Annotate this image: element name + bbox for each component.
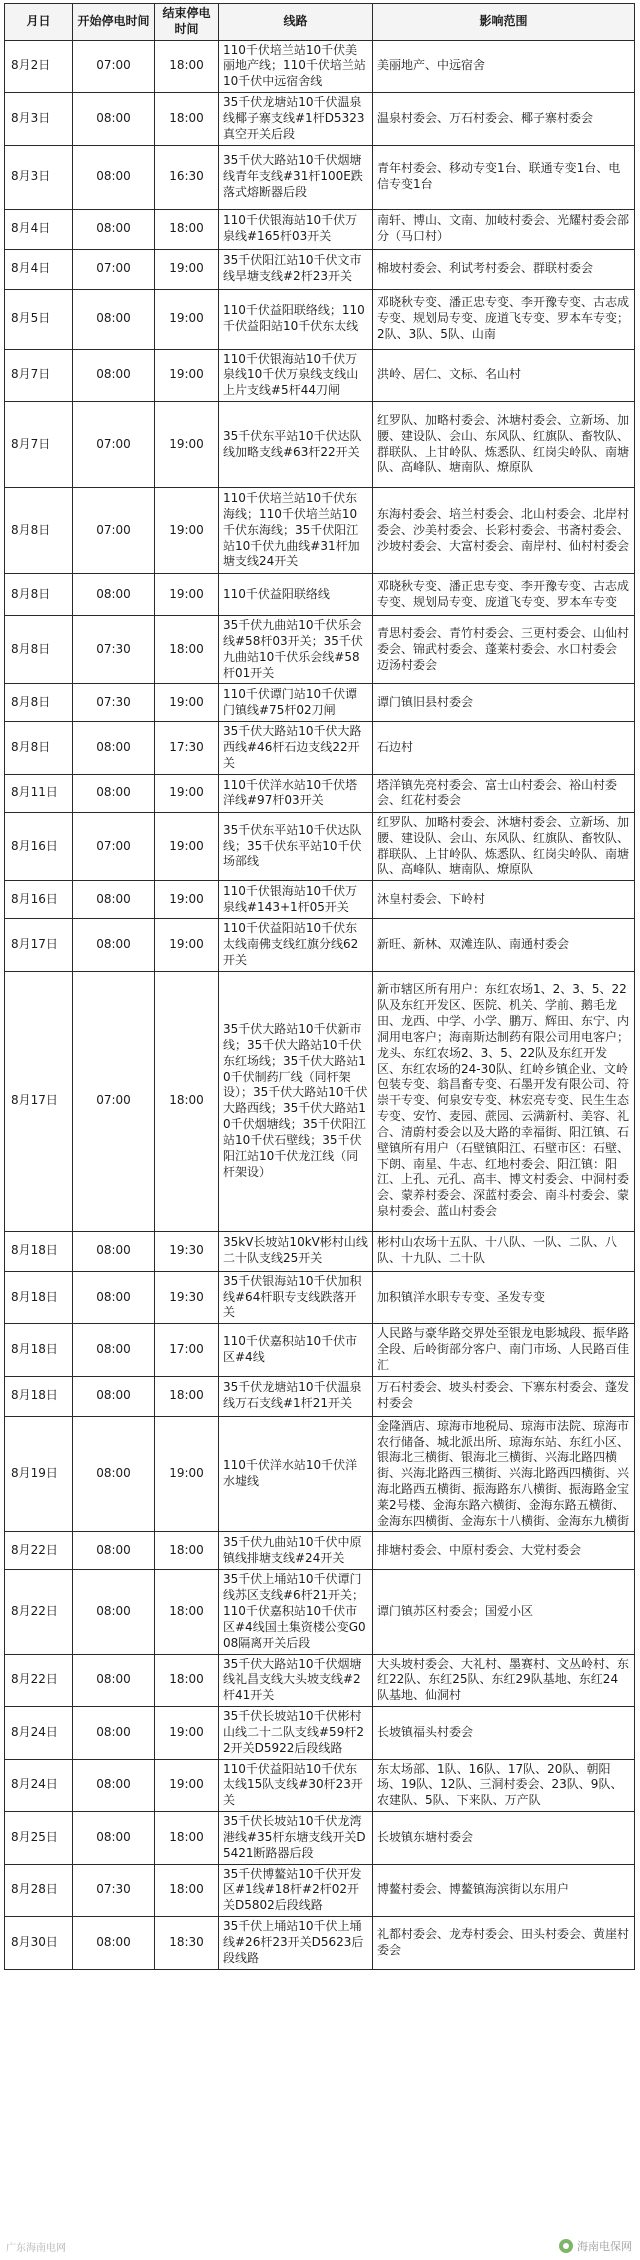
row-start-time: 08:00 (73, 1532, 155, 1570)
row-end-time: 19:00 (155, 249, 219, 289)
table-row (5, 722, 635, 774)
row-affected-area: 红罗队、加略村委会、沐塘村委会、立新场、加腰、建设队、会山、东风队、红旗队、畜牧队、群联队、上甘岭队、炼悉队、红岗尖岭队、南塘队、高峰队、塘南队、燎原队 (373, 402, 635, 488)
row-end-time: 19:00 (155, 774, 219, 812)
row-line: 110千伏银海站10千伏万泉线10千伏万泉线支线山上片支线#5杆44刀闸 (219, 349, 373, 401)
row-end-time: 19:00 (155, 919, 219, 971)
table-body (5, 40, 635, 1969)
row-line: 35kV长坡站10kV彬村山线二十队支线25开关 (219, 1231, 373, 1271)
row-affected-area: 温泉村委会、万石村委会、椰子寨村委会 (373, 93, 635, 145)
wechat-logo-icon (559, 2239, 573, 2253)
row-end-time: 18:00 (155, 93, 219, 145)
row-end-time: 19:00 (155, 684, 219, 722)
row-line: 110千伏益阳联络线；110千伏益阳站10千伏东太线 (219, 289, 373, 349)
row-line: 35千伏博鳌站10千伏开发区#1线#18杆#2杆02开关D5802后段线路 (219, 1864, 373, 1916)
header-date: 月日 (5, 4, 73, 41)
row-line: 35千伏大路站10千伏烟塘线青年支线#31杆100E跌落式熔断器后段 (219, 145, 373, 209)
row-affected-area: 南轩、博山、文南、加岐村委会、光耀村委会部分（马口村） (373, 209, 635, 249)
table-row (5, 40, 635, 92)
row-line: 35千伏大路站10千伏新市线；35千伏大路站10千伏东红场线；35千伏大路站10千伏制药厂线（同杆架设）；35千伏大路站10千伏大路西线；35千伏大路站10千伏烟塘线；35千伏阳江站10千伏石壁线；35千伏阳江站10千伏龙江线（同杆架设） (219, 971, 373, 1231)
row-start-time: 08:00 (73, 1231, 155, 1271)
row-end-time: 19:00 (155, 1707, 219, 1759)
row-start-time: 08:00 (73, 93, 155, 145)
row-start-time: 08:00 (73, 1376, 155, 1416)
row-affected-area: 人民路与豪华路交界处至银龙电影城段、振华路全段、后岭街部分客户、南门市场、人民路百佳汇 (373, 1324, 635, 1376)
row-end-time: 17:30 (155, 722, 219, 774)
row-date: 8月30日 (5, 1917, 73, 1969)
row-line: 110千伏益阳站10千伏东太线15队支线#30杆23开关 (219, 1759, 373, 1811)
row-affected-area: 谭门镇苏区村委会；国爱小区 (373, 1570, 635, 1654)
row-end-time: 18:00 (155, 971, 219, 1231)
table-row (5, 1654, 635, 1706)
row-date: 8月7日 (5, 349, 73, 401)
table-row (5, 774, 635, 812)
row-line: 35千伏东平站10千伏达队线加略支线#63杆22开关 (219, 402, 373, 488)
table-row (5, 971, 635, 1231)
row-date: 8月22日 (5, 1532, 73, 1570)
table-row (5, 488, 635, 574)
row-start-time: 08:00 (73, 145, 155, 209)
row-date: 8月7日 (5, 402, 73, 488)
table-row (5, 1917, 635, 1969)
table-row (5, 209, 635, 249)
row-line: 110千伏培兰站10千伏东海线；110千伏培兰站10千伏东海线；35千伏阳江站10千伏九曲线#31杆加塘支线24开关 (219, 488, 373, 574)
table-row (5, 1812, 635, 1864)
row-end-time: 18:00 (155, 1812, 219, 1864)
row-start-time: 07:00 (73, 812, 155, 880)
row-start-time: 08:00 (73, 774, 155, 812)
row-affected-area: 美丽地产、中远宿舍 (373, 40, 635, 92)
row-affected-area: 礼都村委会、龙寿村委会、田头村委会、黄崖村委会 (373, 1917, 635, 1969)
row-affected-area: 谭门镇旧县村委会 (373, 684, 635, 722)
row-start-time: 08:00 (73, 349, 155, 401)
row-date: 8月25日 (5, 1812, 73, 1864)
row-affected-area: 东海村委会、培兰村委会、北山村委会、北岸村委会、沙美村委会、长彩村委会、书斋村委会、沙坡村委会、大富村委会、南岸村、仙村村委会 (373, 488, 635, 574)
row-end-time: 19:00 (155, 574, 219, 616)
row-start-time: 08:00 (73, 1812, 155, 1864)
table-row (5, 1707, 635, 1759)
row-date: 8月28日 (5, 1864, 73, 1916)
row-start-time: 07:30 (73, 616, 155, 684)
row-line: 110千伏培兰站10千伏美丽地产线；110千伏培兰站10千伏中远宿舍线 (219, 40, 373, 92)
row-start-time: 08:00 (73, 1707, 155, 1759)
row-start-time: 07:00 (73, 402, 155, 488)
row-end-time: 18:30 (155, 1917, 219, 1969)
watermark-left-text: 广东海南电网 (6, 2243, 66, 2254)
row-line: 35千伏大路站10千伏大路西线#46杆石边支线22开关 (219, 722, 373, 774)
row-date: 8月24日 (5, 1759, 73, 1811)
table-row (5, 574, 635, 616)
table-row (5, 1759, 635, 1811)
row-line: 35千伏九曲站10千伏乐会线#58杆03开关；35千伏九曲站10千伏乐会线#58杆01开关 (219, 616, 373, 684)
row-date: 8月17日 (5, 919, 73, 971)
header-end-time: 结束停电时间 (155, 4, 219, 41)
row-end-time: 19:00 (155, 881, 219, 919)
row-end-time: 18:00 (155, 1532, 219, 1570)
row-date: 8月24日 (5, 1707, 73, 1759)
row-affected-area: 塔洋镇先亮村委会、富士山村委会、裕山村委会、红花村委会 (373, 774, 635, 812)
table-row (5, 684, 635, 722)
row-end-time: 18:00 (155, 616, 219, 684)
row-start-time: 08:00 (73, 289, 155, 349)
row-affected-area: 青思村委会、青竹村委会、三更村委会、山仙村委会、锦武村委会、蓬莱村委会、水口村委会 迈汤村委会 (373, 616, 635, 684)
row-start-time: 08:00 (73, 1570, 155, 1654)
row-line: 110千伏银海站10千伏万泉线#143+1杆05开关 (219, 881, 373, 919)
row-affected-area: 邓晓秋专变、潘正忠专变、李开豫专变、古志成专变、规划局专变、庞道飞专变、罗本车专变；2队、3队、5队、山南 (373, 289, 635, 349)
row-line: 35千伏上埇站10千伏上埇线#26杆23开关D5623后段线路 (219, 1917, 373, 1969)
power-outage-table (4, 3, 635, 1970)
row-end-time: 18:00 (155, 1654, 219, 1706)
row-line: 110千伏洋水站10千伏塔洋线#97杆03开关 (219, 774, 373, 812)
row-end-time: 19:30 (155, 1231, 219, 1271)
row-date: 8月8日 (5, 616, 73, 684)
row-start-time: 08:00 (73, 574, 155, 616)
row-date: 8月11日 (5, 774, 73, 812)
row-end-time: 18:00 (155, 1376, 219, 1416)
watermark (559, 2238, 632, 2254)
header-affected-area: 影响范围 (373, 4, 635, 41)
row-start-time: 08:00 (73, 1917, 155, 1969)
row-line: 35千伏上埇站10千伏谭门线苏区支线#6杆21开关；110千伏嘉积站10千伏市区#4线国土集资楼公变G008隔离开关后段 (219, 1570, 373, 1654)
table-row (5, 1324, 635, 1376)
row-start-time: 08:00 (73, 209, 155, 249)
row-date: 8月16日 (5, 881, 73, 919)
row-date: 8月18日 (5, 1231, 73, 1271)
row-start-time: 07:00 (73, 488, 155, 574)
row-start-time: 07:30 (73, 684, 155, 722)
row-affected-area: 沐皇村委会、下岭村 (373, 881, 635, 919)
row-end-time: 18:00 (155, 1570, 219, 1654)
row-line: 35千伏大路站10千伏烟塘线礼昌支线大头坡支线#2杆41开关 (219, 1654, 373, 1706)
row-affected-area: 石边村 (373, 722, 635, 774)
table-row (5, 402, 635, 488)
row-affected-area: 长坡镇东塘村委会 (373, 1812, 635, 1864)
row-line: 35千伏长坡站10千伏彬村山线二十二队支线#59杆22开关D5922后段线路 (219, 1707, 373, 1759)
row-end-time: 19:00 (155, 349, 219, 401)
row-start-time: 08:00 (73, 919, 155, 971)
row-affected-area: 棉坡村委会、利试考村委会、群联村委会 (373, 249, 635, 289)
header-row (5, 4, 635, 41)
row-date: 8月18日 (5, 1324, 73, 1376)
row-line: 35千伏龙塘站10千伏温泉线万石支线#1杆21开关 (219, 1376, 373, 1416)
row-end-time: 19:00 (155, 812, 219, 880)
row-line: 35千伏银海站10千伏加积线#64杆职专支线跌落开关 (219, 1271, 373, 1323)
row-date: 8月19日 (5, 1416, 73, 1532)
row-date: 8月8日 (5, 722, 73, 774)
row-line: 35千伏东平站10千伏达队线；35千伏东平站10千伏场部线 (219, 812, 373, 880)
row-date: 8月22日 (5, 1570, 73, 1654)
table-row (5, 349, 635, 401)
row-affected-area: 加积镇洋水职专专变、圣发专变 (373, 1271, 635, 1323)
row-line: 35千伏龙塘站10千伏温泉线椰子寨支线#1杆D5323真空开关后段 (219, 93, 373, 145)
row-line: 35千伏九曲站10千伏中原镇线排塘支线#24开关 (219, 1532, 373, 1570)
row-affected-area: 新旺、新林、双滩连队、南通村委会 (373, 919, 635, 971)
row-date: 8月8日 (5, 488, 73, 574)
row-end-time: 19:00 (155, 1416, 219, 1532)
row-end-time: 19:00 (155, 1759, 219, 1811)
row-end-time: 17:00 (155, 1324, 219, 1376)
row-date: 8月2日 (5, 40, 73, 92)
header-start-time: 开始停电时间 (73, 4, 155, 41)
watermark-text: 海南电保网 (577, 2240, 632, 2253)
row-end-time: 18:00 (155, 40, 219, 92)
header-line: 线路 (219, 4, 373, 41)
row-affected-area: 万石村委会、坡头村委会、下寨东村委会、蓬发村委会 (373, 1376, 635, 1416)
row-end-time: 18:00 (155, 1864, 219, 1916)
table-row (5, 93, 635, 145)
row-affected-area: 东太场部、1队、16队、17队、20队、朝阳场、19队、12队、三洞村委会、23队、9队、农建队、5队、下来队、万产队 (373, 1759, 635, 1811)
row-start-time: 07:00 (73, 40, 155, 92)
row-affected-area: 长坡镇福头村委会 (373, 1707, 635, 1759)
row-start-time: 08:00 (73, 1759, 155, 1811)
row-affected-area: 新市辖区所有用户：东红农场1、2、3、5、22队及东红开发区、医院、机关、学前、鹅毛龙田、龙西、中学、小学、鹏万、辉田、东宁、内洞用电客户；海南斯达制药有限公司用电客户；龙头、东红农场2、3、5、22队及东红开发区、东红农场的24-30队、红岭乡镇企业、文岭包装专变、翁昌畜专变、石墨开发有限公司、符崇干专变、何泉安专变、林宏亮专变、民生生态专变、安竹、麦园、蔗园、云满新村、美容、礼合、清蔚村委会以及大路的幸福街、阳江镇、石壁镇所有用户（石壁镇阳江、石壁市区：石壁、下朗、南星、牛志、红地村委会、阳江镇：阳江、上孔、元孔、高丰、博文村委会、中洞村委会、蒙养村委会、深蓝村委会、南斗村委会、蒙泉村委会、蓝山村委会 (373, 971, 635, 1231)
table-row (5, 1271, 635, 1323)
row-affected-area: 彬村山农场十五队、十八队、一队、二队、八队、十九队、二十队 (373, 1231, 635, 1271)
table-row (5, 1231, 635, 1271)
row-affected-area: 排塘村委会、中原村委会、大党村委会 (373, 1532, 635, 1570)
row-start-time: 08:00 (73, 1416, 155, 1532)
row-end-time: 19:00 (155, 289, 219, 349)
row-start-time: 07:00 (73, 971, 155, 1231)
row-date: 8月8日 (5, 574, 73, 616)
table-row (5, 1376, 635, 1416)
row-affected-area: 大头坡村委会、大礼村、墨赛村、文丛岭村、东红22队、东红25队、东红29队基地、东红24队基地、仙洞村 (373, 1654, 635, 1706)
row-date: 8月22日 (5, 1654, 73, 1706)
table-row (5, 289, 635, 349)
row-start-time: 08:00 (73, 722, 155, 774)
row-end-time: 19:00 (155, 488, 219, 574)
row-date: 8月17日 (5, 971, 73, 1231)
row-date: 8月4日 (5, 249, 73, 289)
row-start-time: 08:00 (73, 1271, 155, 1323)
row-affected-area: 红罗队、加略村委会、沐塘村委会、立新场、加腰、建设队、会山、东风队、红旗队、畜牧队、群联队、上甘岭队、炼悉队、红岗尖岭队、南塘队、高峰队、塘南队、燎原队 (373, 812, 635, 880)
row-end-time: 19:30 (155, 1271, 219, 1323)
row-line: 110千伏洋水站10千伏洋水墟线 (219, 1416, 373, 1532)
table-row (5, 145, 635, 209)
table-row (5, 1532, 635, 1570)
row-affected-area: 邓晓秋专变、潘正忠专变、李开豫专变、古志成专变、规划局专变、庞道飞专变、罗本车专变 (373, 574, 635, 616)
table-row (5, 919, 635, 971)
watermark-left (6, 2239, 66, 2254)
table-row (5, 812, 635, 880)
row-date: 8月16日 (5, 812, 73, 880)
table-row (5, 1416, 635, 1532)
row-end-time: 19:00 (155, 402, 219, 488)
row-date: 8月4日 (5, 209, 73, 249)
row-end-time: 18:00 (155, 209, 219, 249)
row-date: 8月3日 (5, 145, 73, 209)
row-line: 110千伏益阳站10千伏东太线南佛支线红旗分线62开关 (219, 919, 373, 971)
table-row (5, 249, 635, 289)
row-start-time: 08:00 (73, 1324, 155, 1376)
table-row (5, 1864, 635, 1916)
row-date: 8月3日 (5, 93, 73, 145)
table-row (5, 616, 635, 684)
row-line: 110千伏嘉积站10千伏市区#4线 (219, 1324, 373, 1376)
row-line: 110千伏谭门站10千伏谭门镇线#75杆02刀闸 (219, 684, 373, 722)
row-start-time: 08:00 (73, 881, 155, 919)
row-line: 110千伏益阳联络线 (219, 574, 373, 616)
row-affected-area: 洪岭、居仁、文标、名山村 (373, 349, 635, 401)
row-date: 8月18日 (5, 1271, 73, 1323)
row-date: 8月5日 (5, 289, 73, 349)
row-line: 35千伏长坡站10千伏龙湾港线#35杆东塘支线开关D5421断路器后段 (219, 1812, 373, 1864)
row-affected-area: 青年村委会、移动专变1台、联通专变1台、电信专变1台 (373, 145, 635, 209)
row-date: 8月18日 (5, 1376, 73, 1416)
row-start-time: 08:00 (73, 1654, 155, 1706)
row-start-time: 07:30 (73, 1864, 155, 1916)
row-date: 8月8日 (5, 684, 73, 722)
row-line: 110千伏银海站10千伏万泉线#165杆03开关 (219, 209, 373, 249)
row-affected-area: 金隆酒店、琼海市地税局、琼海市法院、琼海市农行储备、城北派出所、琼海东站、东红小区、银海北三横街、银海北三横街、兴海北路四横街、兴海北路西三横街、兴海北路西四横街、兴海北路西五横街、振海路东八横街、振海路金宝莱2号楼、金海东路六横街、金海东路五横街、金海东四横街、金海东十八横街、金海东九横街 (373, 1416, 635, 1532)
table-row (5, 1570, 635, 1654)
row-end-time: 16:30 (155, 145, 219, 209)
row-start-time: 07:00 (73, 249, 155, 289)
table-row (5, 881, 635, 919)
row-affected-area: 博鳌村委会、博鳌镇海滨街以东用户 (373, 1864, 635, 1916)
row-line: 35千伏阳江站10千伏文市线旱塘支线#2杆23开关 (219, 249, 373, 289)
